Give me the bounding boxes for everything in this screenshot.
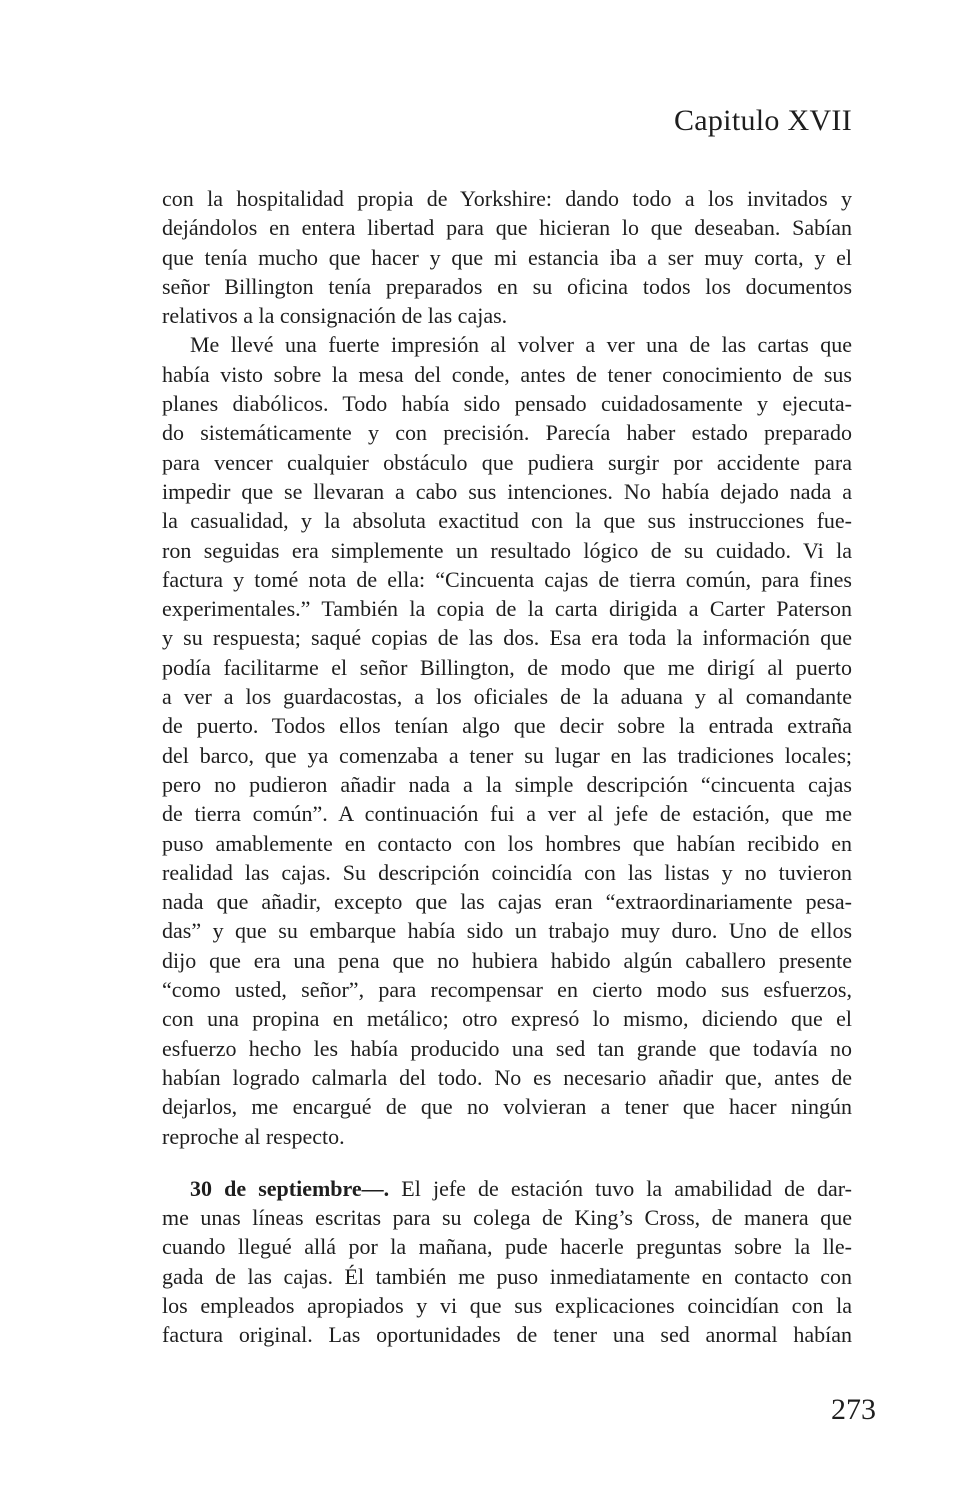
text-line: podía facilitarme el señor Billington, de modo que me dirigí al puerto <box>162 654 852 680</box>
text-line: dejándolos en entera libertad para que hicieran lo que deseaban. Sabían <box>162 215 852 241</box>
text-line: que tenía mucho que hacer y que mi estancia iba a ser muy corta, y el <box>162 244 852 270</box>
text-line: y su respuesta; saqué copias de las dos. Esa era toda la información que <box>162 625 852 651</box>
paragraph <box>162 330 852 1150</box>
text-line: impedir que se llevaran a cabo sus intenciones. No había dejado nada a <box>162 478 852 504</box>
text-line: habían logrado calmarla del todo. No es necesario añadir que, antes de <box>162 1064 852 1090</box>
text-line: factura original. Las oportunidades de tener una sed anormal habían <box>162 1322 852 1348</box>
text-line: nada que añadir, excepto que las cajas eran “extraordinariamente pesa- <box>162 889 852 915</box>
text-line: los empleados apropiados y vi que sus explicaciones coincidían con la <box>162 1292 852 1318</box>
text-line: de puerto. Todos ellos tenían algo que decir sobre la entrada extraña <box>162 713 852 739</box>
text-line: relativos a la consignación de las cajas. <box>162 303 508 329</box>
text-line: con una propina en metálico; otro expresó lo mismo, diciendo que el <box>162 1006 852 1032</box>
text-line: gada de las cajas. Él también me puso inmediatamente en contacto con <box>162 1263 852 1289</box>
entry-date: 30 de septiembre—. <box>190 1175 390 1201</box>
text-line: a ver a los guardacostas, a los oficiales de la aduana y al comandante <box>162 684 852 710</box>
text-line: me unas líneas escritas para su colega de King’s Cross, de manera que <box>162 1205 852 1231</box>
text-line: ron seguidas era simplemente un resultado lógico de su cuidado. Vi la <box>162 537 852 563</box>
text-line: la casualidad, y la absoluta exactitud con la que sus instrucciones fue- <box>162 508 852 534</box>
text-line: esfuerzo hecho les había producido una sed tan grande que todavía no <box>162 1035 852 1061</box>
text-line: Me llevé una fuerte impresión al volver a ver una de las cartas que <box>190 332 852 358</box>
text-line <box>162 1174 852 1203</box>
text-line: dijo que era una pena que no hubiera habido algún caballero presente <box>162 947 852 973</box>
text-line: realidad las cajas. Su descripción coincidía con las listas y no tuvieron <box>162 859 852 885</box>
paragraph <box>162 184 852 330</box>
page-number: 273 <box>831 1393 876 1426</box>
text-line: del barco, que ya comenzaba a tener su lugar en las tradiciones locales; <box>162 742 852 768</box>
text-line: experimentales.” También la copia de la carta dirigida a Carter Paterson <box>162 596 852 622</box>
diary-entry <box>162 1174 852 1350</box>
text-line: pero no pudieron añadir nada a la simple descripción “cincuenta cajas <box>162 771 852 797</box>
paragraph-spacer <box>162 1151 852 1174</box>
text-line: dejarlos, me encargué de que no volvieran a tener que hacer ningún <box>162 1094 852 1120</box>
text-line: había visto sobre la mesa del conde, antes de tener conocimiento de sus <box>162 361 852 387</box>
text-line: “como usted, señor”, para recompensar en cierto modo sus esfuerzos, <box>162 977 852 1003</box>
text-line: das” y que su embarque había sido un trabajo muy duro. Uno de ellos <box>162 918 852 944</box>
text-line: señor Billington tenía preparados en su oficina todos los documentos <box>162 273 852 299</box>
text-line: do sistemáticamente y con precisión. Parecía haber estado preparado <box>162 420 852 446</box>
text-line: de tierra común”. A continuación fui a ver al jefe de estación, que me <box>162 801 852 827</box>
text-line: con la hospitalidad propia de Yorkshire: dando todo a los invitados y <box>162 186 852 211</box>
text-line: reproche al respecto. <box>162 1123 345 1149</box>
text-line: puso amablemente en contacto con los hombres que habían recibido en <box>162 830 852 856</box>
text-line: para vencer cualquier obstáculo que pudiera surgir por accidente para <box>162 449 852 475</box>
text-line: cuando llegué allá por la mañana, pude hacerle preguntas sobre la lle- <box>162 1234 852 1260</box>
body-text <box>162 184 852 1350</box>
text-line: planes diabólicos. Todo había sido pensado cuidadosamente y ejecuta- <box>162 391 852 417</box>
chapter-heading: Capitulo XVII <box>673 104 852 137</box>
entry-first-line-text: El jefe de estación tuvo la amabilidad de dar- <box>401 1175 852 1201</box>
text-line: factura y tomé nota de ella: “Cincuenta cajas de tierra común, para fines <box>162 566 852 592</box>
